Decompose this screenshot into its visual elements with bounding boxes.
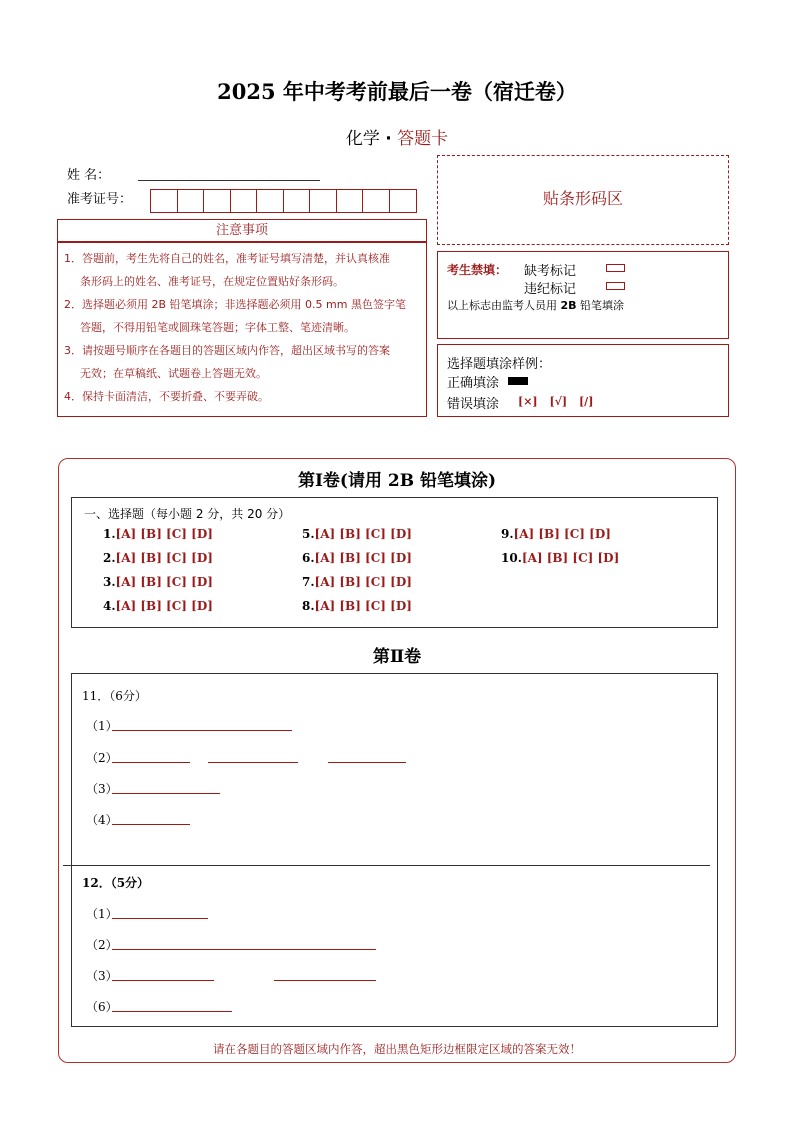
answer-options[interactable]: [A] [B] [C] [D] bbox=[513, 527, 611, 541]
question-number: 8. bbox=[302, 599, 315, 613]
choice-question[interactable] bbox=[103, 551, 213, 565]
subject-title bbox=[0, 124, 794, 149]
id-number-boxes[interactable] bbox=[150, 189, 417, 213]
part2-title: 第Ⅱ卷 bbox=[372, 647, 422, 667]
answer-options[interactable]: [A] [B] [C] [D] bbox=[115, 551, 213, 565]
answer-line[interactable] bbox=[274, 980, 376, 981]
forbid-note-bold: 2B bbox=[560, 299, 577, 312]
violation-mark-box[interactable] bbox=[606, 282, 625, 290]
id-digit-box[interactable] bbox=[310, 190, 337, 212]
answer-options[interactable]: [A] [B] [C] [D] bbox=[314, 551, 412, 565]
answer-line[interactable] bbox=[112, 1011, 232, 1012]
answer-options[interactable]: [A] [B] [C] [D] bbox=[115, 527, 213, 541]
forbid-note-end: 铅笔填涂 bbox=[580, 299, 625, 312]
sub-question-label: （1） bbox=[86, 719, 118, 733]
answer-line[interactable] bbox=[112, 824, 190, 825]
sub-question-label: （2） bbox=[86, 751, 118, 765]
choice-question[interactable] bbox=[302, 551, 412, 565]
absent-mark-box[interactable] bbox=[606, 264, 625, 272]
answer-options[interactable]: [A] [B] [C] [D] bbox=[314, 575, 412, 589]
sub-question-label: （1） bbox=[86, 907, 118, 921]
answer-options[interactable]: [A] [B] [C] [D] bbox=[521, 551, 620, 565]
sub-question-label: （6） bbox=[86, 1000, 118, 1014]
question-number: 3. bbox=[103, 575, 116, 589]
subject-name: 化学 bbox=[345, 129, 380, 149]
sub-question-label: （3） bbox=[86, 969, 118, 983]
answer-line[interactable] bbox=[112, 949, 376, 950]
choice-question[interactable] bbox=[103, 527, 213, 541]
answer-line[interactable] bbox=[208, 762, 298, 763]
wrong-marks bbox=[518, 395, 593, 408]
card-label: 答题卡 bbox=[397, 129, 449, 149]
question-number: 9. bbox=[501, 527, 514, 541]
question-divider bbox=[63, 865, 710, 866]
forbid-label: 考生禁填： bbox=[447, 263, 508, 277]
examiner-only-box bbox=[437, 251, 729, 339]
id-digit-box[interactable] bbox=[337, 190, 364, 212]
notice-line: 条形码上的姓名、准考证号，在规定位置贴好条形码。 bbox=[80, 275, 344, 288]
answer-line[interactable] bbox=[112, 793, 220, 794]
question-12-label: 12．（5分） bbox=[82, 876, 150, 890]
question-number: 2. bbox=[103, 551, 116, 565]
id-digit-box[interactable] bbox=[178, 190, 205, 212]
exam-title: 2025 年中考考前最后一卷（宿迁卷） bbox=[217, 79, 577, 104]
notice-line: 3．请按题号顺序在各题目的答题区域内作答，超出区域书写的答案 bbox=[64, 344, 390, 357]
choice-question[interactable] bbox=[501, 551, 619, 565]
notice-body bbox=[57, 242, 427, 417]
answer-options[interactable]: [A] [B] [C] [D] bbox=[314, 599, 412, 613]
fill-sample-box bbox=[437, 344, 729, 417]
choice-question[interactable] bbox=[302, 527, 412, 541]
notice-heading: 注意事项 bbox=[57, 219, 427, 242]
notice-line: 答题，不得用铅笔或圆珠笔答题；字体工整、笔迹清晰。 bbox=[80, 321, 355, 334]
sub-question-label: （3） bbox=[86, 782, 118, 796]
choice-section-title: 一、选择题（每小题 2 分，共 20 分） bbox=[84, 507, 291, 521]
sample-title: 选择题填涂样例： bbox=[447, 357, 552, 372]
forbid-note-text: 以上标志由监考人员用 bbox=[447, 299, 557, 312]
forbid-note bbox=[447, 297, 624, 313]
written-answer-section bbox=[71, 673, 718, 1027]
question-11-label: 11．（6分） bbox=[82, 689, 147, 703]
question-number: 4. bbox=[103, 599, 116, 613]
choice-section bbox=[71, 497, 718, 628]
answer-line[interactable] bbox=[112, 918, 208, 919]
id-digit-box[interactable] bbox=[151, 190, 178, 212]
choice-question[interactable] bbox=[302, 575, 412, 589]
violation-label: 违纪标记 bbox=[524, 282, 577, 297]
question-number: 7. bbox=[302, 575, 315, 589]
choice-question[interactable] bbox=[501, 527, 611, 541]
correct-fill-sample bbox=[508, 377, 528, 385]
choice-question[interactable] bbox=[103, 599, 213, 613]
sub-question-label: （2） bbox=[86, 938, 118, 952]
answer-line[interactable] bbox=[328, 762, 406, 763]
id-digit-box[interactable] bbox=[284, 190, 311, 212]
answer-line[interactable] bbox=[112, 980, 214, 981]
answer-options[interactable]: [A] [B] [C] [D] bbox=[115, 599, 213, 613]
notice-line: 无效；在草稿纸、试题卷上答题无效。 bbox=[80, 367, 267, 380]
answer-line[interactable] bbox=[112, 762, 190, 763]
wrong-mark: [√] bbox=[549, 395, 568, 408]
id-digit-box[interactable] bbox=[363, 190, 390, 212]
id-digit-box[interactable] bbox=[204, 190, 231, 212]
footer-warning: 请在各题目的答题区域内作答，超出黑色矩形边框限定区域的答案无效！ bbox=[213, 1042, 581, 1056]
wrong-label: 错误填涂 bbox=[447, 397, 500, 412]
wrong-mark: [/] bbox=[578, 395, 594, 408]
barcode-area[interactable]: 贴条形码区 bbox=[437, 155, 729, 245]
name-field[interactable] bbox=[138, 180, 320, 181]
id-label: 准考证号： bbox=[67, 192, 133, 207]
correct-label: 正确填涂 bbox=[447, 376, 500, 391]
dot-separator: · bbox=[385, 129, 392, 149]
answer-options[interactable]: [A] [B] [C] [D] bbox=[314, 527, 412, 541]
answer-options[interactable]: [A] [B] [C] [D] bbox=[115, 575, 213, 589]
sub-question-label: （4） bbox=[86, 813, 118, 827]
id-digit-box[interactable] bbox=[257, 190, 284, 212]
notice-line: 2．选择题必须用 2B 铅笔填涂；非选择题必须用 0.5 mm 黑色签字笔 bbox=[64, 298, 406, 311]
answer-line[interactable] bbox=[112, 730, 292, 731]
notice-line: 1．答题前，考生先将自己的姓名，准考证号填写清楚，并认真核准 bbox=[64, 252, 390, 265]
absent-label: 缺考标记 bbox=[524, 264, 577, 279]
choice-question[interactable] bbox=[103, 575, 213, 589]
name-label: 姓 名： bbox=[67, 168, 111, 183]
id-digit-box[interactable] bbox=[390, 190, 417, 212]
question-number: 5. bbox=[302, 527, 315, 541]
question-number: 10. bbox=[501, 551, 522, 565]
choice-question[interactable] bbox=[302, 599, 412, 613]
wrong-mark: [×] bbox=[518, 395, 538, 408]
question-number: 1. bbox=[103, 527, 116, 541]
question-number: 6. bbox=[302, 551, 315, 565]
part1-title: 第Ⅰ卷(请用 2B 铅笔填涂) bbox=[297, 471, 497, 491]
id-digit-box[interactable] bbox=[231, 190, 258, 212]
notice-line: 4．保持卡面清洁，不要折叠、不要弄破。 bbox=[64, 390, 269, 403]
